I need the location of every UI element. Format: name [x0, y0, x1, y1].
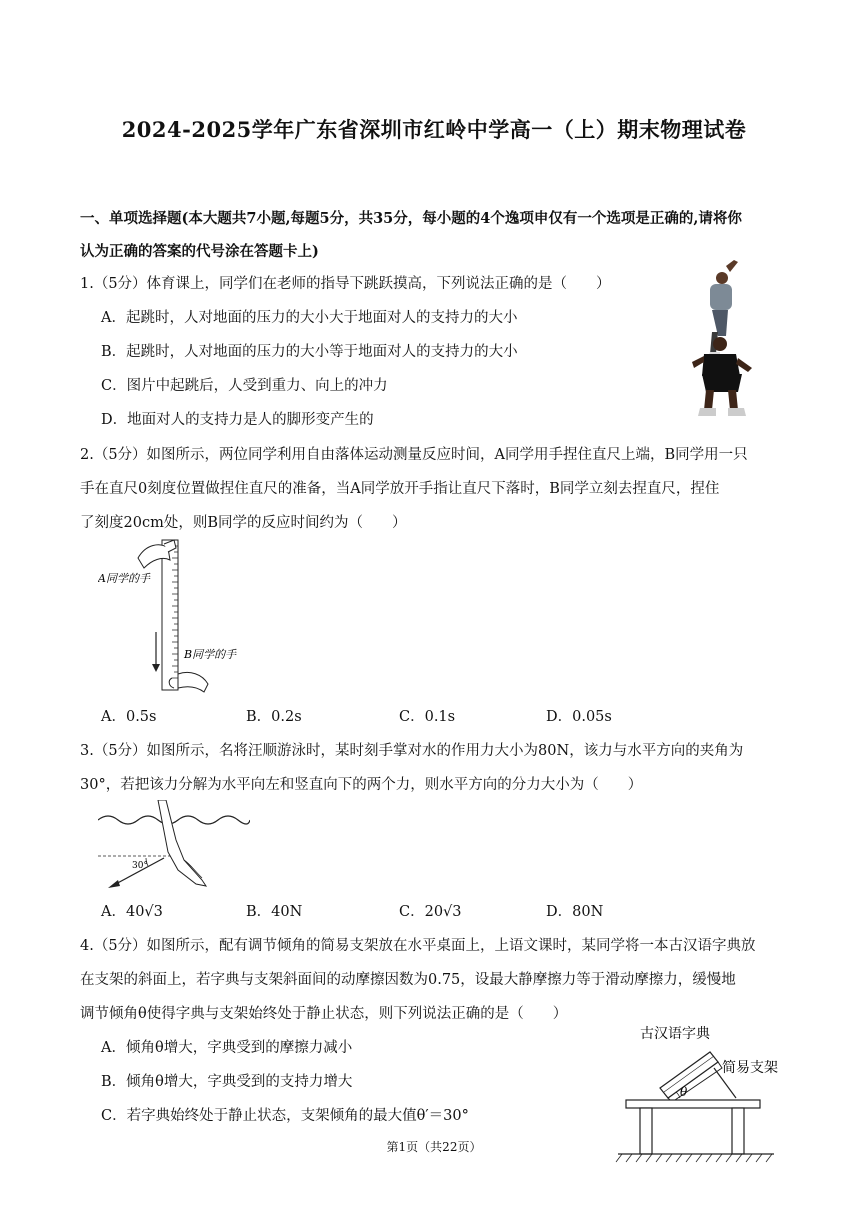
q2-stem-line2: 手在直尺0刻度位置做捏住直尺的准备，当A同学放开手指让直尺下落时，B同学立刻去捏直尺，捏住 [80, 481, 720, 497]
page-footer: 第1页（共22页） [386, 1140, 482, 1154]
q2-stem-line1: 2.（5分）如图所示，两位同学利用自由落体运动测量反应时间，A同学用手捏住直尺上端，B同学用一只 [80, 447, 748, 463]
q4-stem-line2: 在支架的斜面上，若字典与支架斜面间的动摩擦因数为0.75，设最大静摩擦力等于滑动摩擦力，缓慢地 [80, 972, 736, 988]
q1-option-d: D．地面对人的支持力是人的脚形变产生的 [101, 412, 374, 428]
q4-label-dictionary: 古汉语字典 [640, 1026, 710, 1042]
q1-option-b: B．起跳时，人对地面的压力的大小等于地面对人的支持力的大小 [101, 344, 518, 360]
q1-option-a: A．起跳时，人对地面的压力的大小大于地面对人的支持力的大小 [101, 310, 518, 326]
q3-angle-label: 30° [132, 861, 148, 871]
q3-option-c: C．20√3 [399, 904, 462, 920]
q4-option-b: B．倾角θ增大，字典受到的支持力增大 [101, 1074, 353, 1090]
q3-stem-line2: 30°，若把该力分解为水平向左和竖直向下的两个力，则水平方向的分力大小为（ ） [80, 777, 643, 793]
q1-jumping-figure [682, 258, 764, 422]
q2-label-a: A同学的手 [98, 572, 150, 585]
q1-option-c: C．图片中起跳后，人受到重力、向上的冲力 [101, 378, 388, 394]
q3-option-b: B．40N [246, 904, 303, 920]
q4-option-a: A．倾角θ增大，字典受到的摩擦力减小 [101, 1040, 353, 1056]
q2-option-c: C．0.1s [399, 709, 456, 725]
q3-option-a: A．40√3 [101, 904, 163, 920]
q4-option-c: C．若字典始终处于静止状态，支架倾角的最大值θ′＝30° [101, 1108, 469, 1124]
q2-option-b: B．0.2s [246, 709, 302, 725]
q1-stem: 1.（5分）体育课上，同学们在老师的指导下跳跃摸高，下列说法正确的是（ ） [80, 276, 611, 292]
q4-label-theta: θ [680, 1085, 688, 1099]
q3-stem-line1: 3.（5分）如图所示，名将汪顺游泳时，某时刻手掌对水的作用力大小为80N，该力与水平方向的夹角为 [80, 743, 744, 759]
section-heading-line1: 一、单项选择题(本大题共7小题,每题5分，共35分，每小题的4个逸项申仅有一个选项是正确的,请将你 [80, 210, 742, 227]
exam-title: 2024-2025学年广东省深圳市红岭中学高一（上）期末物理试卷 [121, 117, 747, 142]
q2-label-b: B同学的手 [184, 648, 237, 661]
q3-swimming-figure [98, 800, 250, 892]
q4-stem-line3: 调节倾角θ使得字典与支架始终处于静止状态，则下列说法正确的是（ ） [80, 1006, 568, 1022]
q3-option-d: D．80N [546, 904, 604, 920]
q2-stem-line3: 了刻度20cm处，则B同学的反应时间约为（ ） [80, 515, 407, 531]
q4-stem-line1: 4.（5分）如图所示，配有调节倾角的简易支架放在水平桌面上，上语文课时，某同学将一本古汉语字典放 [80, 938, 756, 954]
q2-ruler-figure [98, 536, 248, 694]
q4-label-stand: 简易支架 [722, 1060, 778, 1076]
section-heading-line2: 认为正确的答案的代号涂在答题卡上) [80, 243, 319, 260]
q2-option-a: A．0.5s [101, 709, 157, 725]
q2-option-d: D．0.05s [546, 709, 612, 725]
